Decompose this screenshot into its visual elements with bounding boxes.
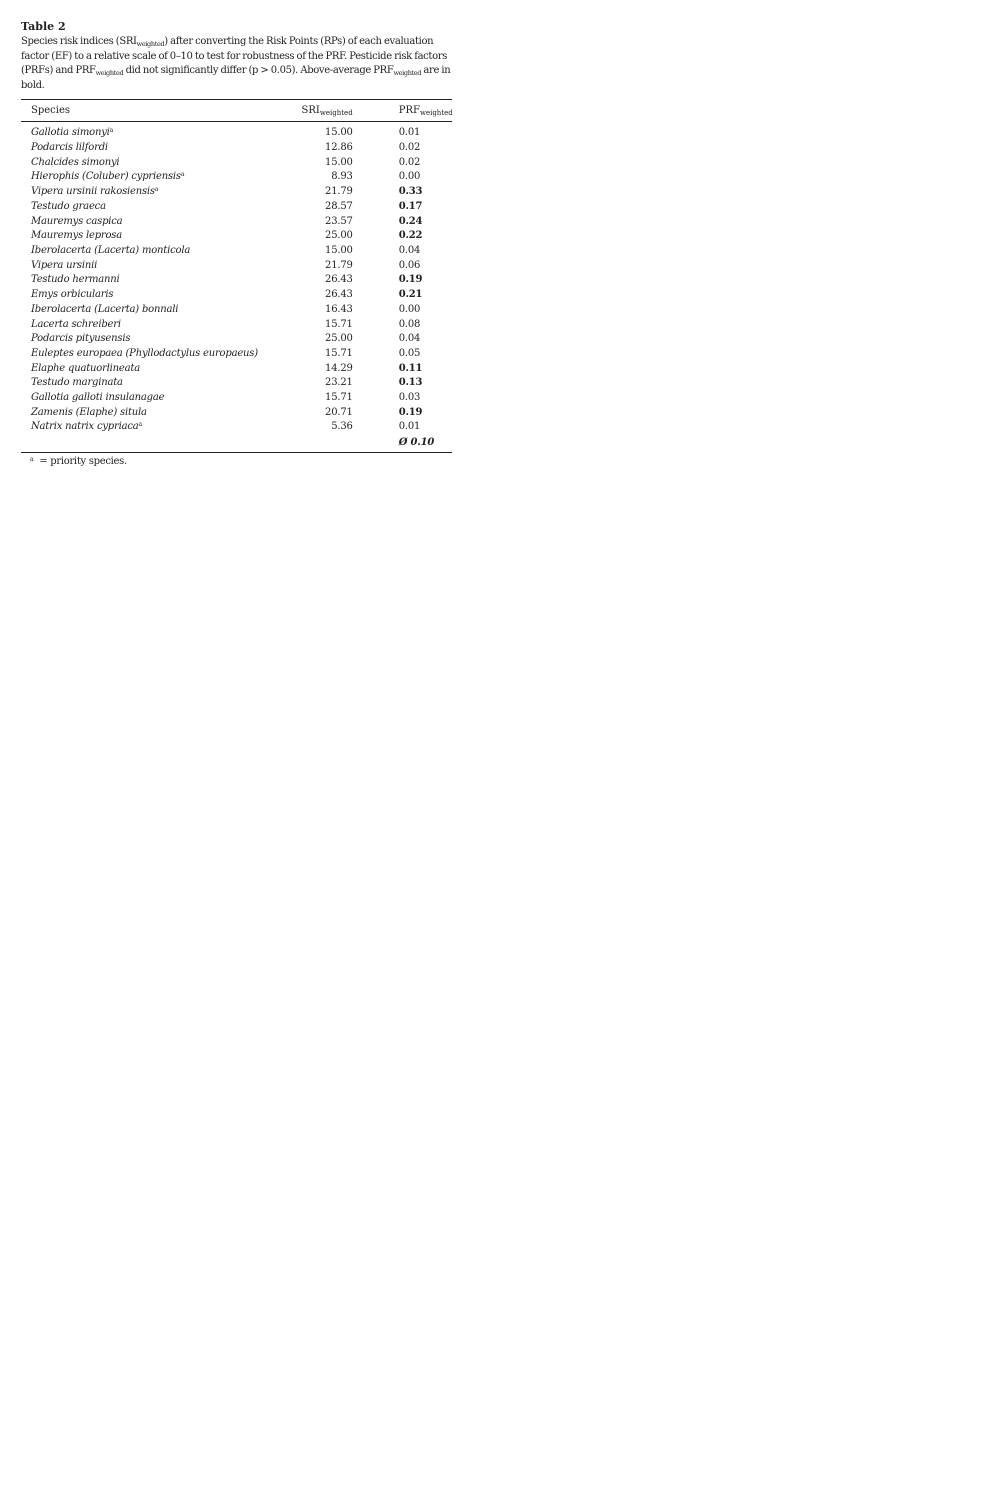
prf-value: 0.01 (398, 127, 421, 139)
column-gap (353, 215, 399, 230)
table-row (21, 420, 452, 435)
species-name (21, 376, 289, 391)
prf-value: 0.08 (398, 318, 421, 330)
column-gap (353, 229, 399, 244)
sri-value: 26.43 (325, 274, 353, 286)
species-name-text: Chalcides simonyi (31, 156, 120, 168)
prf-value: 0.24 (398, 215, 423, 227)
sri-value: 26.43 (325, 289, 353, 301)
species-name (21, 391, 289, 406)
species-name (21, 244, 289, 259)
table-mean-row (21, 435, 452, 453)
table-row (21, 406, 452, 421)
prf-value: 0.22 (398, 230, 423, 242)
species-name-text: Mauremys leprosa (31, 230, 122, 242)
species-name-text: Vipera ursinii (31, 259, 98, 271)
prf-value: 0.01 (398, 421, 421, 433)
header-sri (289, 100, 352, 122)
mean-empty-species (21, 435, 289, 453)
table-row (21, 229, 452, 244)
species-name (21, 347, 289, 362)
species-name (21, 406, 289, 421)
species-name-text: Zamenis (Elaphe) situla (31, 406, 147, 418)
table-row (21, 347, 452, 362)
sri-value: 21.79 (325, 259, 353, 271)
table-label: Table 2 (21, 20, 66, 33)
table-row (21, 215, 452, 230)
footnote-text: = priority species. (39, 456, 127, 468)
species-name-text: Testudo graeca (31, 200, 106, 212)
column-gap (353, 126, 399, 141)
species-name-text: Podarcis pityusensis (31, 333, 131, 345)
sri-value: 16.43 (325, 303, 353, 315)
sri-value: 5.36 (331, 421, 353, 433)
prf-value: 0.19 (398, 274, 423, 286)
prf-value: 0.00 (398, 303, 421, 315)
header-sri-sub: weighted (319, 109, 353, 118)
priority-footnote-mark: a (109, 127, 114, 135)
species-name (21, 273, 289, 288)
caption-part-4: are in bold. (21, 65, 451, 91)
caption-subscript-2: weighted (95, 69, 124, 78)
species-name (21, 170, 289, 185)
species-name-text: Gallotia galloti insulanagae (31, 392, 165, 404)
table-row (21, 303, 452, 318)
sri-value: 23.21 (325, 377, 353, 389)
prf-value: 0.02 (398, 142, 421, 154)
table-row (21, 200, 452, 215)
caption-subscript-3: weighted (393, 69, 422, 78)
species-name (21, 303, 289, 318)
species-name (21, 288, 289, 303)
column-gap (353, 391, 399, 406)
column-gap (353, 347, 399, 362)
table-2 (21, 20, 452, 469)
species-name-text: Lacerta schreiberi (31, 318, 121, 330)
table-row (21, 244, 452, 259)
species-name-text: Elaphe quatuorlineata (31, 362, 140, 374)
caption-part-2: ) after converting the Risk Points (RPs) of each evaluation factor (EF) to a relative scale of 0–10 to test for robustness of the PRF. Pesticide risk factors (PRFs) and PRF (21, 36, 447, 77)
sri-value: 15.71 (325, 347, 353, 359)
prf-value: 0.21 (398, 289, 423, 301)
species-name-text: Podarcis lilfordi (31, 142, 108, 154)
table-row (21, 273, 452, 288)
column-gap (353, 406, 399, 421)
priority-footnote-mark: a (138, 421, 142, 429)
column-gap (353, 288, 399, 303)
species-name-text: Euleptes europaea (Phyllodactylus europaeus) (31, 347, 258, 359)
table-caption (21, 35, 452, 93)
species-name-text: Iberolacerta (Lacerta) monticola (31, 245, 191, 256)
column-gap (353, 362, 399, 377)
header-prf-main: PRF (398, 105, 420, 117)
table-header-row (21, 100, 452, 122)
species-name (21, 141, 289, 156)
prf-value: 0.06 (398, 259, 421, 271)
priority-footnote-mark: a (154, 186, 159, 194)
species-name-text: Vipera ursinii rakosiensis (31, 186, 155, 198)
column-gap (353, 200, 399, 215)
mean-empty-gap (353, 435, 399, 453)
species-name (21, 362, 289, 377)
header-prf (399, 100, 452, 122)
table-row (21, 141, 452, 156)
column-gap (353, 185, 399, 200)
column-gap (353, 141, 399, 156)
caption-subscript-1: weighted (136, 40, 165, 48)
table-body (21, 122, 452, 453)
table-row (21, 362, 452, 377)
sri-value: 25.00 (325, 333, 353, 345)
sri-value: 14.29 (325, 362, 353, 374)
sri-value: 15.71 (325, 318, 353, 330)
species-name (21, 156, 289, 171)
table-footnote (21, 455, 452, 469)
species-name-text: Iberolacerta (Lacerta) bonnali (31, 303, 179, 315)
species-name-text: Natrix natrix cypriaca (31, 421, 139, 433)
footnote-mark: a (30, 456, 34, 464)
caption-part-3: did not significantly differ (p > 0.05). Above-average PRF (123, 65, 394, 77)
priority-footnote-mark: a (180, 171, 185, 179)
prf-value: 0.00 (398, 171, 421, 183)
sri-value: 28.57 (325, 200, 353, 212)
species-name-text: Gallotia simonyi (31, 127, 110, 139)
mean-prf-value: Ø 0.10 (399, 435, 452, 453)
sri-value: 20.71 (325, 406, 353, 418)
species-name (21, 420, 289, 435)
prf-value: 0.11 (398, 362, 423, 374)
sri-value: 15.00 (325, 127, 353, 139)
sri-value: 8.93 (331, 171, 353, 183)
species-name-text: Testudo marginata (31, 377, 123, 389)
table-row (21, 332, 452, 347)
species-name (21, 215, 289, 230)
header-species: Species (31, 105, 71, 117)
column-gap (353, 332, 399, 347)
sri-value: 25.00 (325, 230, 353, 242)
species-name (21, 126, 289, 141)
prf-value: 0.17 (398, 200, 423, 212)
mean-empty-sri (289, 435, 352, 453)
species-name (21, 318, 289, 333)
prf-value: 0.04 (398, 245, 421, 256)
column-gap (353, 376, 399, 391)
sri-value: 23.57 (325, 215, 353, 227)
column-gap (353, 273, 399, 288)
prf-value: 0.05 (398, 347, 421, 359)
prf-value: 0.03 (398, 392, 421, 404)
column-gap (353, 318, 399, 333)
species-name (21, 200, 289, 215)
prf-value: 0.04 (398, 333, 421, 345)
table-row (21, 170, 452, 185)
sri-value: 15.00 (325, 156, 353, 168)
table-row (21, 126, 452, 141)
column-gap (353, 303, 399, 318)
sri-value: 15.71 (325, 392, 353, 404)
header-prf-sub: weighted (419, 109, 453, 118)
species-name-text: Mauremys caspica (31, 215, 123, 227)
species-name-text: Emys orbicularis (31, 289, 114, 301)
species-name-text: Testudo hermanni (31, 274, 120, 286)
table-row (21, 318, 452, 333)
prf-value: 0.33 (398, 186, 423, 198)
species-name (21, 185, 289, 200)
column-gap (353, 420, 399, 435)
prf-value: 0.19 (398, 406, 423, 418)
table-row (21, 288, 452, 303)
species-name (21, 332, 289, 347)
table-row (21, 185, 452, 200)
species-name (21, 259, 289, 274)
column-gap (353, 170, 399, 185)
column-gap (353, 156, 399, 171)
sri-value: 21.79 (325, 186, 353, 198)
column-gap (353, 259, 399, 274)
species-name (21, 229, 289, 244)
caption-part-1: Species risk indices (SRI (21, 36, 137, 47)
header-sri-main: SRI (301, 105, 320, 117)
table-row (21, 156, 452, 171)
table-row (21, 391, 452, 406)
species-risk-table (21, 99, 452, 453)
prf-value: 0.02 (398, 156, 421, 168)
header-gap (353, 100, 399, 122)
table-row (21, 259, 452, 274)
table-row (21, 376, 452, 391)
sri-value: 12.86 (325, 142, 353, 154)
column-gap (353, 244, 399, 259)
prf-value: 0.13 (398, 377, 423, 389)
species-name-text: Hierophis (Coluber) cypriensis (31, 171, 181, 183)
sri-value: 15.00 (325, 245, 353, 256)
